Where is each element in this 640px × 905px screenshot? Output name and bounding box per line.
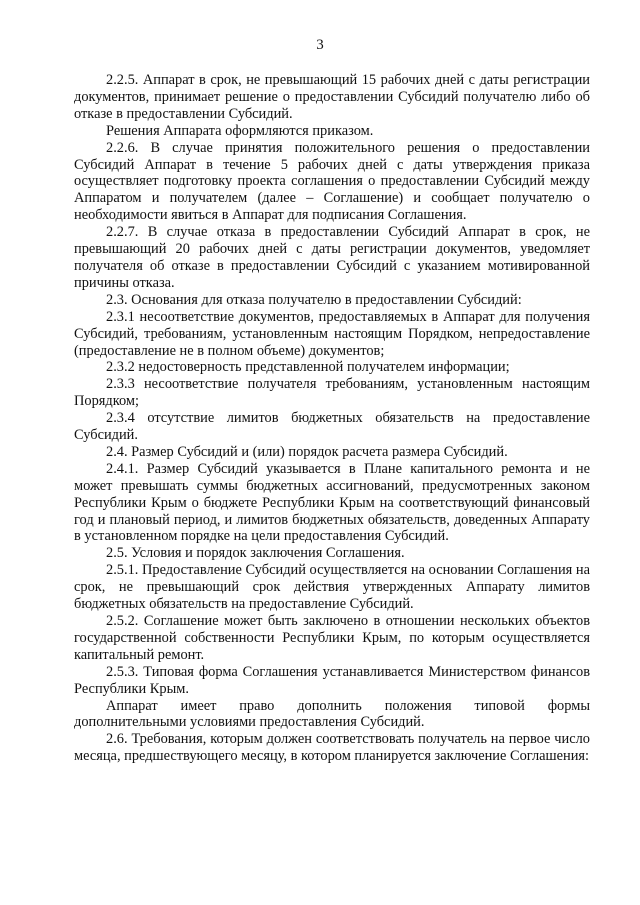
paragraph-2-5-1: 2.5.1. Предоставление Субсидий осуществляется на основании Соглашения на срок, не превышающий срок действия утвержденных Аппарату лимитов бюджетных обязательств на предоставление Субсидий.: [74, 562, 590, 613]
paragraph-2-3-4: 2.3.4 отсутствие лимитов бюджетных обязательств на предоставление Субсидий.: [74, 410, 590, 444]
paragraph-2-2-6: 2.2.6. В случае принятия положительного решения о предоставлении Субсидий Аппарат в течение 5 рабочих дней с даты утверждения приказа осуществляет подготовку проекта соглашения о предоставлении Субсидий между Аппаратом и получателем (далее – Соглашение) и сообщает получателю о необходимости явиться в Аппарат для подписания Соглашения.: [74, 139, 590, 224]
paragraph-2-3-2: 2.3.2 недостоверность представленной получателем информации;: [106, 359, 510, 376]
paragraph-2-2-5: 2.2.5. Аппарат в срок, не превышающий 15 рабочих дней с даты регистрации документов, принимает решение о предоставлении Субсидий получателю либо об отказе в предоставлении Субсидий.: [74, 72, 590, 122]
paragraph-2-5-2: 2.5.2. Соглашение может быть заключено в отношении нескольких объектов государственной собственности Республики Крым, по которым осуществляется капитальный ремонт.: [74, 613, 590, 663]
paragraph-2-2-7: 2.2.7. В случае отказа в предоставлении Субсидий Аппарат в срок, не превышающий 20 рабочих дней с даты регистрации документов, уведомляет получателя об отказе в предоставлении Субсидий с указанием мотивированной причины отказа.: [74, 224, 590, 291]
paragraph-2-4: 2.4. Размер Субсидий и (или) порядок расчета размера Субсидий.: [106, 443, 508, 460]
paragraph-2-3: 2.3. Основания для отказа получателю в предоставлении Субсидий:: [106, 291, 522, 308]
paragraph-2-4-1: 2.4.1. Размер Субсидий указывается в Плане капитального ремонта и не может превышать суммы бюджетных ассигнований, предусмотренных законом Республики Крым о бюджете Республики Крым на соответствующий финансовый год и плановый период, и лимитов бюджетных обязательств, доведенных Аппарату в установленном порядке на цели предоставления Субсидий.: [74, 460, 590, 545]
page-number: 3: [316, 37, 324, 53]
document-body: [74, 72, 590, 765]
paragraph-2-3-1: 2.3.1 несоответствие документов, предоставляемых в Аппарат для получения Субсидий, требованиям, установленным настоящим Порядком, непредоставление (предоставление не в полном объеме) документов;: [74, 308, 590, 359]
paragraph-decisions-order: Решения Аппарата оформляются приказом.: [106, 122, 374, 139]
paragraph-2-3-3: 2.3.3 несоответствие получателя требованиям, установленным настоящим Порядком;: [74, 376, 590, 410]
paragraph-2-5: 2.5. Условия и порядок заключения Соглашения.: [106, 545, 405, 562]
paragraph-2-5-3: 2.5.3. Типовая форма Соглашения устанавливается Министерством финансов Республики Крым.: [74, 663, 590, 697]
paragraph-apparatus-right: Аппарат имеет право дополнить положения типовой формы дополнительными условиями предоставления Субсидий.: [74, 697, 590, 731]
paragraph-2-6: 2.6. Требования, которым должен соответствовать получатель на первое число месяца, предшествующего месяцу, в котором планируется заключение Соглашения:: [74, 731, 590, 765]
